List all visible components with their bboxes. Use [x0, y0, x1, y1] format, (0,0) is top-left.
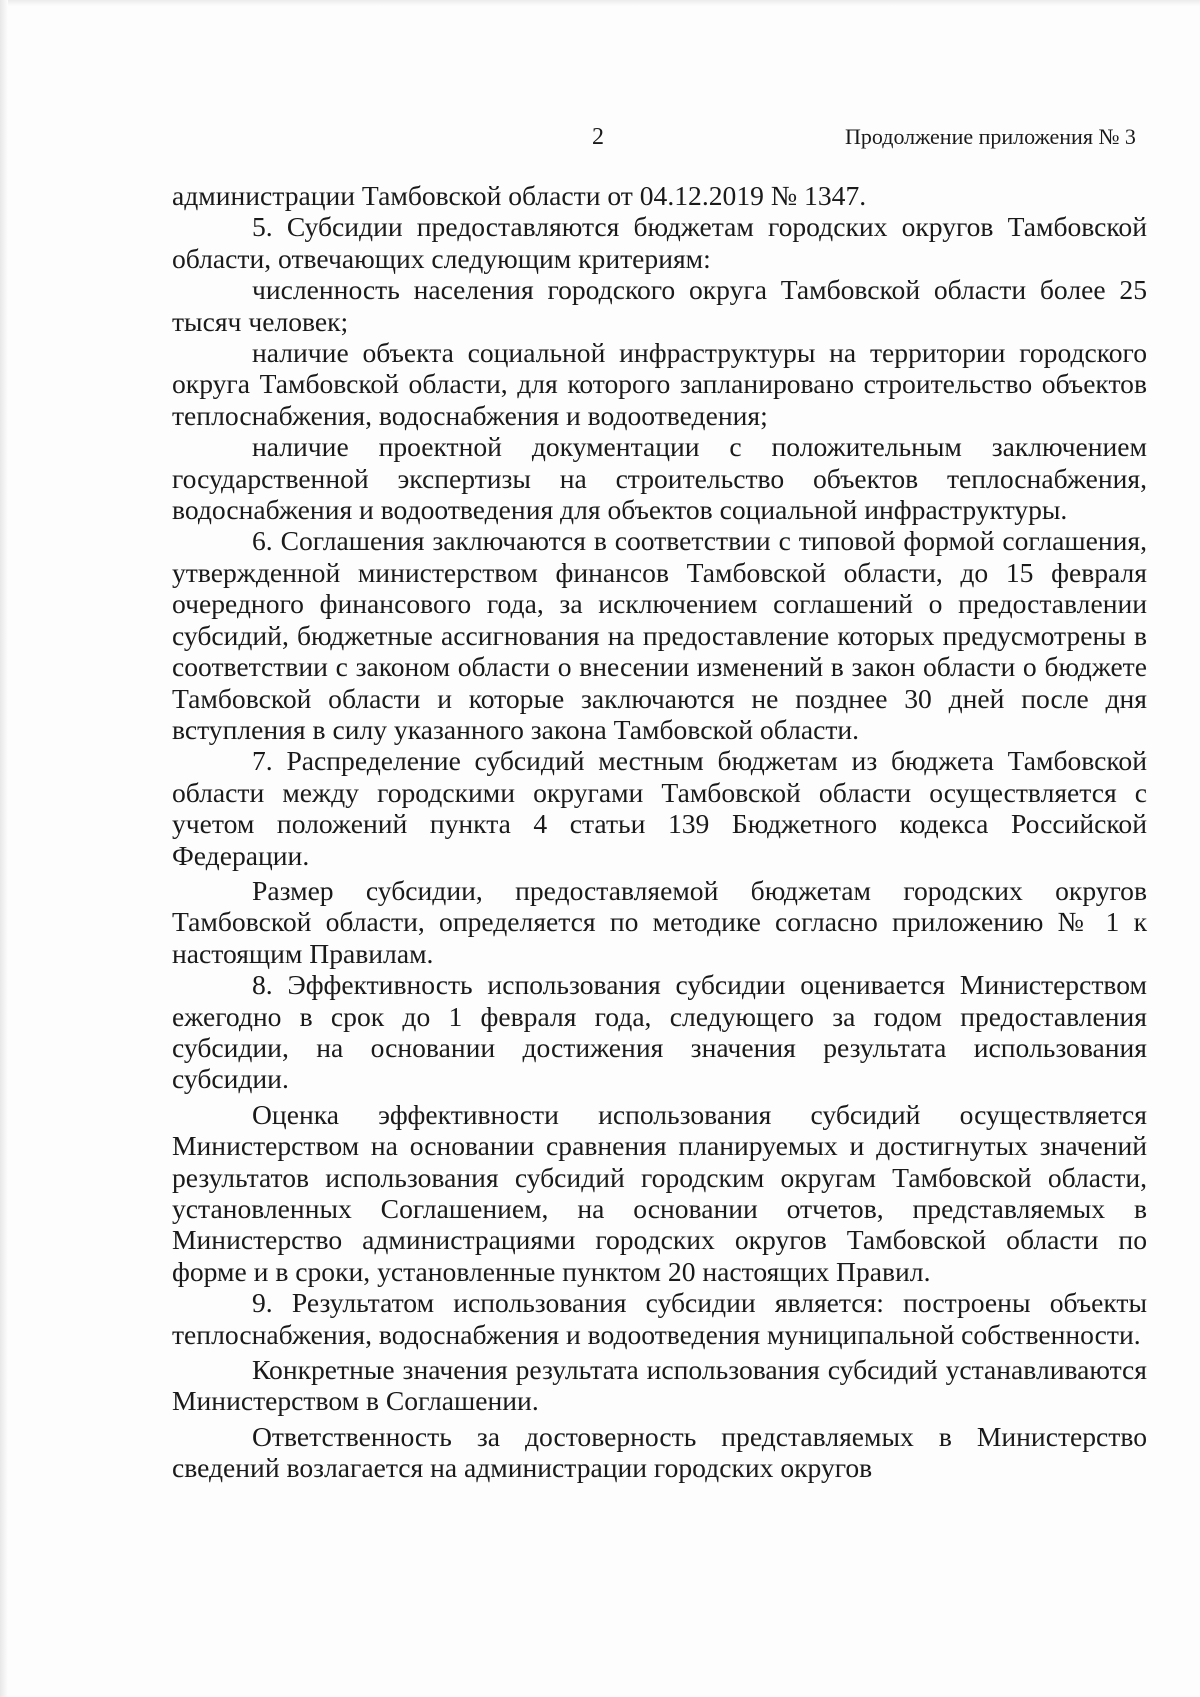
paragraph-criterion-infrastructure: наличие объекта социальной инфраструктуры на территории городского округа Тамбовской области, для которого запланировано строительство объектов теплоснабжения, водоснабжения и водоотведения;: [172, 337, 1147, 431]
page-number: 2: [592, 124, 604, 150]
paragraph-evaluation: Оценка эффективности использования субсидий осуществляется Министерством на основании сравнения планируемых и достигнутых значений результатов использования субсидий городским округам Тамбовской области, установленных Соглашением, на основании отчетов, представляемых в Министерство администрациями городских округов Тамбовской области по форме и в сроки, установленные пунктом 20 настоящих Правил.: [172, 1098, 1147, 1287]
paragraph-specific-values: Конкретные значения результата использования субсидий устанавливаются Министерством в Соглашении.: [172, 1354, 1147, 1417]
paragraph-item-7: 7. Распределение субсидий местным бюджетам из бюджета Тамбовской области между городскими округами Тамбовской области осуществляется с учетом положений пункта 4 статьи 139 Бюджетного кодекса Российской Федерации.: [172, 745, 1147, 871]
paragraph-criterion-documentation: наличие проектной документации с положительным заключением государственной экспертизы на строительство объектов теплоснабжения, водоснабжения и водоотведения для объектов социальной инфраструктуры.: [172, 431, 1147, 526]
scan-shadow-top: [0, 0, 1200, 6]
scan-shadow-left: [0, 0, 8, 1697]
paragraph-responsibility: Ответственность за достоверность представляемых в Министерство сведений возлагается на администрации городских округов: [172, 1420, 1147, 1484]
paragraph-item-8: 8. Эффективность использования субсидии оценивается Министерством ежегодно в срок до 1 февраля года, следующего за годом предоставления субсидии, на основании достижения значения результата использования субсидии.: [172, 969, 1147, 1095]
document-body: [172, 180, 1147, 1484]
paragraph-item-5: 5. Субсидии предоставляются бюджетам городских округов Тамбовской области, отвечающих следующим критериям:: [172, 211, 1147, 274]
appendix-continuation-label: Продолжение приложения № 3: [845, 124, 1136, 149]
paragraph-criterion-population: численность населения городского округа Тамбовской области более 25 тысяч человек;: [172, 274, 1147, 337]
paragraph-item-6: 6. Соглашения заключаются в соответствии с типовой формой соглашения, утвержденной министерством финансов Тамбовской области, до 15 февраля очередного финансового года, за исключением соглашений о предоставлении субсидий, бюджетные ассигнования на предоставление которых предусмотрены в соответствии с законом области о внесении изменений в закон области о бюджете Тамбовской области и которые заключаются не позднее 30 дней после дня вступления в силу указанного закона Тамбовской области.: [172, 525, 1147, 745]
paragraph-0: администрации Тамбовской области от 04.12.2019 № 1347.: [172, 180, 867, 211]
paragraph-item-9: 9. Результатом использования субсидии является: построены объекты теплоснабжения, водоснабжения и водоотведения муниципальной собственности.: [172, 1287, 1147, 1350]
paragraph-subsidy-size: Размер субсидии, предоставляемой бюджетам городских округов Тамбовской области, определяется по методике согласно приложению № 1 к настоящим Правилам.: [172, 874, 1147, 969]
